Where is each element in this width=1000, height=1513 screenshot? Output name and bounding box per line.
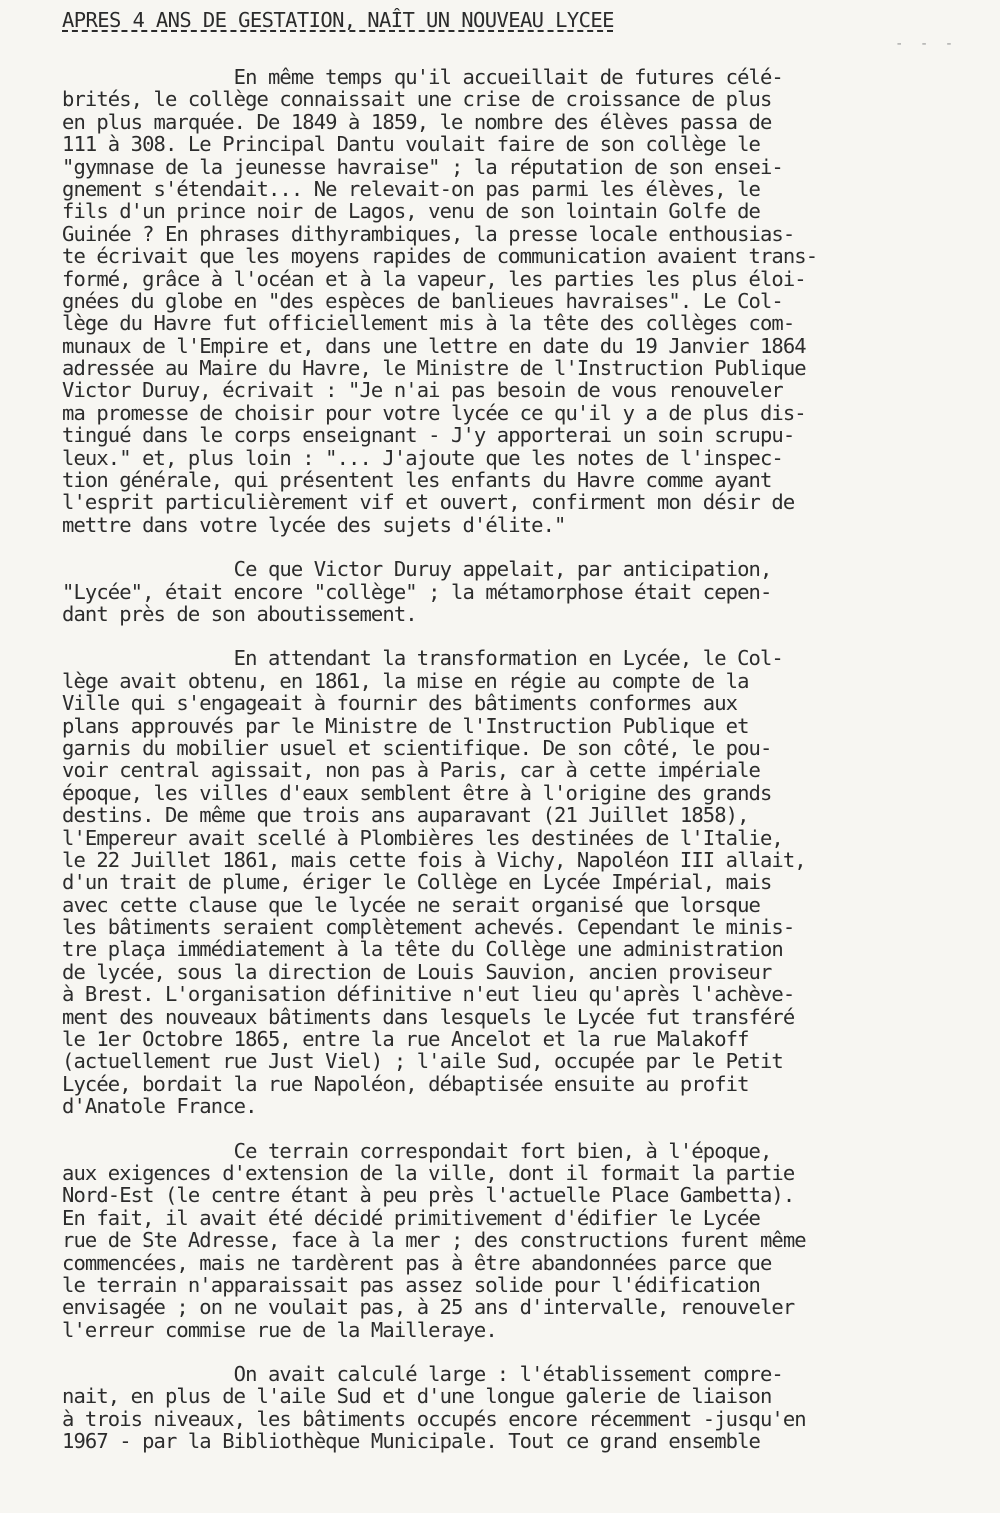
text-line: nait, en plus de l'aile Sud et d'une longue galerie de liaison xyxy=(62,1384,772,1409)
text-line: "Lycée", était encore "collège" ; la métamorphose était cepen- xyxy=(62,579,772,604)
paragraph xyxy=(62,66,942,536)
text-line: fils d'un prince noir de Lagos, venu de son lointain Golfe de xyxy=(62,199,760,224)
text-line: formé, grâce à l'océan et à la vapeur, les parties les plus éloi- xyxy=(62,266,806,291)
text-line: voir central agissait, non pas à Paris, car à cette impériale xyxy=(62,758,760,783)
text-line: leux." et, plus loin : "... J'ajoute que les notes de l'inspec- xyxy=(62,445,783,470)
text-line: d'un trait de plume, ériger le Collège en Lycée Impérial, mais xyxy=(62,870,772,895)
text-line: garnis du mobilier usuel et scientifique. De son côté, le pou- xyxy=(62,735,772,760)
text-line: lège avait obtenu, en 1861, la mise en régie au compte de la xyxy=(62,668,749,693)
text-line: tion générale, qui présentent les enfants du Havre comme ayant xyxy=(62,468,772,493)
paragraph xyxy=(62,1363,942,1453)
text-line: Ce terrain correspondait fort bien, à l'époque, xyxy=(62,1138,772,1163)
text-line: munaux de l'Empire et, dans une lettre en date du 19 Janvier 1864 xyxy=(62,333,806,358)
text-line: dant près de son aboutissement. xyxy=(62,601,417,626)
text-line: Guinée ? En phrases dithyrambiques, la presse locale enthousias- xyxy=(62,221,795,246)
text-line: à Brest. L'organisation définitive n'eut lieu qu'après l'achève- xyxy=(62,982,795,1007)
text-line: ment des nouveaux bâtiments dans lesquels le Lycée fut transféré xyxy=(62,1004,795,1029)
text-line: (actuellement rue Just Viel) ; l'aile Sud, occupée par le Petit xyxy=(62,1049,783,1074)
text-line: en plus marquée. De 1849 à 1859, le nombre des élèves passa de xyxy=(62,109,772,134)
text-line: En attendant la transformation en Lycée, le Col- xyxy=(62,646,783,671)
text-line: En fait, il avait été décidé primitivement d'édifier le Lycée xyxy=(62,1205,760,1230)
text-line: te écrivait que les moyens rapides de communication avaient trans- xyxy=(62,244,818,269)
text-line: d'Anatole France. xyxy=(62,1094,257,1119)
text-line: destins. De même que trois ans auparavant (21 Juillet 1858), xyxy=(62,803,749,828)
text-line: adressée au Maire du Havre, le Ministre de l'Instruction Publique xyxy=(62,356,806,381)
text-line: le 22 Juillet 1861, mais cette fois à Vichy, Napoléon III allait, xyxy=(62,847,806,872)
text-line: "gymnase de la jeunesse havraise" ; la réputation de son ensei- xyxy=(62,154,783,179)
text-line: aux exigences d'extension de la ville, dont il formait la partie xyxy=(62,1160,795,1185)
page-heading: APRES 4 ANS DE GESTATION, NAÎT UN NOUVEAU LYCEE xyxy=(62,8,614,32)
text-line: Lycée, bordait la rue Napoléon, débaptisée ensuite au profit xyxy=(62,1071,749,1096)
text-line: envisagée ; on ne voulait pas, à 25 ans d'intervalle, renouveler xyxy=(62,1295,795,1320)
text-line: gnement s'étendait... Ne relevait-on pas parmi les élèves, le xyxy=(62,176,760,201)
paragraph xyxy=(62,558,942,625)
text-line: le terrain n'apparaissait pas assez solide pour l'édification xyxy=(62,1272,760,1297)
text-line: à trois niveaux, les bâtiments occupés encore récemment -jusqu'en xyxy=(62,1406,806,1431)
text-line: Ce que Victor Duruy appelait, par anticipation, xyxy=(62,557,772,582)
text-line: Nord-Est (le centre étant à peu près l'actuelle Place Gambetta). xyxy=(62,1183,795,1208)
text-line: l'Empereur avait scellé à Plombières les destinées de l'Italie, xyxy=(62,825,783,850)
text-line: époque, les villes d'eaux semblent être à l'origine des grands xyxy=(62,780,772,805)
text-line: le 1er Octobre 1865, entre la rue Ancelot et la rue Malakoff xyxy=(62,1027,749,1052)
text-line: l'erreur commise rue de la Mailleraye. xyxy=(62,1317,497,1342)
text-line: gnées du globe en "des espèces de banlieues havraises". Le Col- xyxy=(62,288,783,313)
text-line: En même temps qu'il accueillait de futures célé- xyxy=(62,65,783,89)
text-line: de lycée, sous la direction de Louis Sauvion, ancien proviseur xyxy=(62,959,772,984)
text-line: commencées, mais ne tardèrent pas à être abandonnées parce que xyxy=(62,1250,772,1275)
paragraph xyxy=(62,647,942,1117)
text-line: Ville qui s'engageait à fournir des bâtiments conformes aux xyxy=(62,691,738,716)
text-line: 111 à 308. Le Principal Dantu voulait faire de son collège le xyxy=(62,132,760,157)
body-text xyxy=(62,66,942,1475)
text-line: Victor Duruy, écrivait : "Je n'ai pas besoin de vous renouveler xyxy=(62,378,783,403)
text-line: l'esprit particulièrement vif et ouvert, confirment mon désir de xyxy=(62,490,795,515)
text-line: 1967 - par la Bibliothèque Municipale. Tout ce grand ensemble xyxy=(62,1429,760,1454)
text-line: avec cette clause que le lycée ne serait organisé que lorsque xyxy=(62,892,760,917)
paragraph xyxy=(62,1140,942,1342)
text-line: tre plaça immédiatement à la tête du Collège une administration xyxy=(62,937,783,962)
text-line: rue de Ste Adresse, face à la mer ; des constructions furent même xyxy=(62,1228,806,1253)
text-line: plans approuvés par le Ministre de l'Instruction Publique et xyxy=(62,713,749,738)
text-line: On avait calculé large : l'établissement compre- xyxy=(62,1362,783,1387)
margin-mark: - - - xyxy=(895,36,958,52)
text-line: mettre dans votre lycée des sujets d'élite." xyxy=(62,512,566,537)
text-line: ma promesse de choisir pour votre lycée ce qu'il y a de plus dis- xyxy=(62,400,806,425)
text-line: lège du Havre fut officiellement mis à la tête des collèges com- xyxy=(62,311,795,336)
text-line: brités, le collège connaissait une crise de croissance de plus xyxy=(62,87,772,112)
text-line: tingué dans le corps enseignant - J'y apporterai un soin scrupu- xyxy=(62,423,795,448)
text-line: les bâtiments seraient complètement achevés. Cependant le minis- xyxy=(62,915,795,940)
